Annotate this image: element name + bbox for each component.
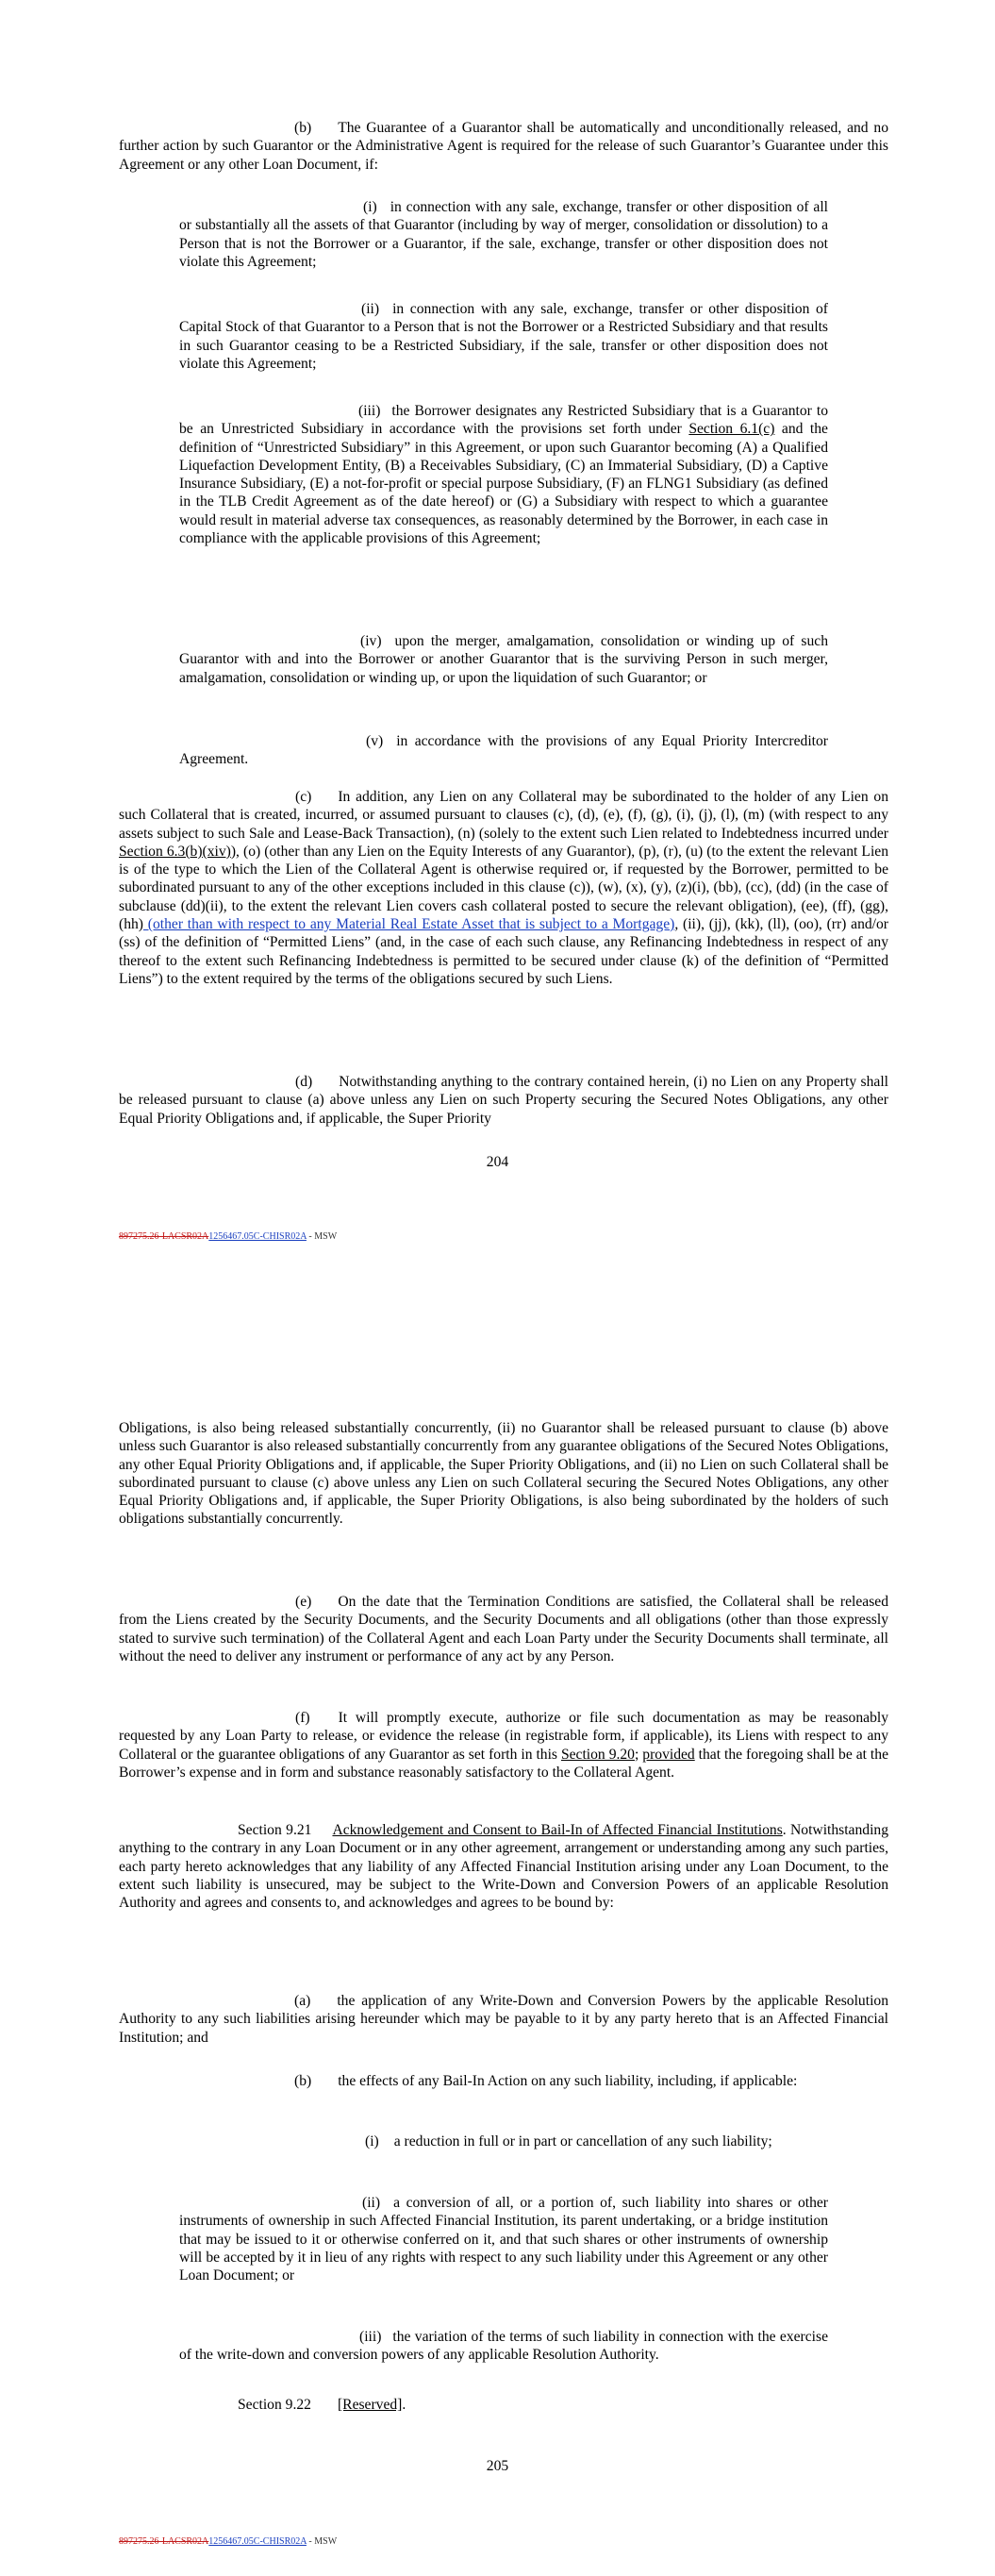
- clause-label: (b): [294, 120, 312, 136]
- clause-label: (e): [295, 1594, 312, 1610]
- page-number: 204: [486, 1154, 509, 1170]
- paragraph-text: In addition, any Lien on any Collateral may be subordinated to the holder of any Lien on such Collateral that is created, incurred, or assumed pursuant to clauses (c), (d), (e), (f), (g), (i), (j), (l), (m) (with respect to any assets subject to such Sale and Lease-Back Transaction), (n) (solely to the extent such Lien related to Indebtedness incurred under: [119, 789, 888, 842]
- paragraph-text: in accordance with the provisions of any Equal Priority Intercreditor Agreement.: [179, 733, 828, 768]
- section-title: Acknowledgement and Consent to Bail-In of Affected Financial Institutions: [332, 1822, 783, 1838]
- provided-term: provided: [642, 1746, 695, 1763]
- clause-label: (b): [294, 2073, 312, 2089]
- paragraph-text: On the date that the Termination Conditions are satisfied, the Collateral shall be released from the Liens created by the Security Documents, and the Security Documents and all obligations (other than those expressly stated to survive such termination) of the Collateral Agent and each Loan Party under the Security Documents shall terminate, all without the need to deliver any instrument or performance of any act by any Person.: [119, 1594, 888, 1664]
- clause-label: (v): [366, 733, 384, 749]
- paragraph-text: and the definition of “Unrestricted Subsidiary” in this Agreement, or upon such Guarantor becoming (A) a Qualified Liquefaction Development Entity, (B) a Receivables Subsidiary, (C) an Immaterial Subsidiary, (D) a Captive Insurance Subsidiary, (E) a not-for-profit or special purpose Subsidiary, (F) an FLNG1 Subsidiary (as defined in the TLB Credit Agreement as of the date hereof) or (G) a Subsidiary with respect to which a guarantee would result in material adverse tax consequences, as reasonably determined by the Borrower, in each case in compliance with the applicable provisions of this Agreement;: [179, 421, 828, 547]
- paragraph-b-iv: [179, 632, 828, 687]
- paragraph-c: [119, 788, 888, 988]
- paragraph-text: the variation of the terms of such liability in connection with the exercise of the write-down and conversion powers of any applicable Resolution Authority.: [179, 2329, 828, 2364]
- clause-label: (c): [295, 789, 312, 805]
- page-204: [0, 0, 995, 1255]
- paragraph-b: [119, 119, 888, 174]
- clause-label: (i): [363, 199, 377, 215]
- section-9-21-b-i: [179, 2133, 828, 2150]
- section-9-21-b-iii: [179, 2328, 828, 2365]
- paragraph-f: [119, 1709, 888, 1781]
- paragraph-text: Notwithstanding anything to the contrary contained herein, (i) no Lien on any Property shall be released pursuant to clause (a) above unless any Lien on such Property securing the Secured Notes Obligations, any other Equal Priority Obligations and, if applicable, the Super Priority: [119, 1074, 888, 1127]
- paragraph-d-continued: [119, 1419, 888, 1529]
- paragraph-text: It will promptly execute, authorize or file such documentation as may be reasonably requested by any Loan Party to release, or evidence the release (in registrable form, if applicable), its Liens with respect to any Collateral or the guarantee obligations of any Guarantor as set forth in this: [119, 1710, 888, 1763]
- deleted-doc-id: 897275.26-LACSR02A: [119, 2536, 209, 2547]
- paragraph-b-v: [179, 732, 828, 769]
- page-205: [0, 1255, 995, 2576]
- section-reference[interactable]: Section 6.3(b)(xiv): [119, 843, 231, 860]
- clause-label: (ii): [361, 301, 380, 317]
- inserted-doc-id: 1256467.05C-CHISR02A: [208, 1231, 307, 1242]
- section-reference[interactable]: Section 9.20: [560, 1746, 635, 1763]
- paragraph-e: [119, 1593, 888, 1665]
- document-footer: [119, 2536, 337, 2547]
- clause-label: (iii): [359, 2329, 382, 2345]
- deleted-doc-id: 897275.26-LACSR02A: [119, 1231, 209, 1242]
- clause-label: (a): [294, 1993, 311, 2009]
- clause-label: (f): [295, 1710, 310, 1726]
- section-9-21-b-ii: [179, 2194, 828, 2284]
- section-9-21-a: [119, 1992, 888, 2047]
- paragraph-text: the application of any Write-Down and Conversion Powers by the applicable Resolution Authority to any such liabilities arising hereunder which may be payable to it by any party hereto that is an Affected Financial Institution; and: [119, 1993, 888, 2046]
- document-footer: [119, 1231, 337, 1242]
- clause-label: (iii): [358, 403, 381, 419]
- section-9-21: [119, 1821, 888, 1912]
- clause-label: (i): [365, 2133, 379, 2149]
- paragraph-text: ), (o) (other than any Lien on the Equity Interests of any Guarantor), (p), (r), (u) (to the extent the relevant Lien is of the type to which the Lien of the Collateral Agent is otherwise required or, if requested by the Borrower, permitted to be subordinated pursuant to any of the other exceptions included in this clause (c)), (w), (x), (y), (z)(i), (bb), (cc), (dd) (in the case of subclause (dd)(ii), to the extent the relevant Lien covers cash collateral posted to secure the relevant obligation), (ee), (ff), (gg), (hh): [119, 843, 888, 933]
- clause-label: (ii): [362, 2195, 381, 2211]
- paragraph-text: a conversion of all, or a portion of, such liability into shares or other instruments of ownership in such Affected Financial Institution, its parent undertaking, or a bridge institution that may be issued to it or otherwise conferred on it, and that such shares or other instruments of ownership will be accepted by it in lieu of any rights with respect to any such liability under this Agreement or any other Loan Document; or: [179, 2195, 828, 2284]
- paragraph-text: that the foregoing shall be at the Borrower’s expense and in form and substance reasonably satisfactory to the Collateral Agent.: [119, 1746, 888, 1781]
- inserted-doc-id: 1256467.05C-CHISR02A: [208, 2536, 307, 2547]
- inserted-text: (other than with respect to any Material Real Estate Asset that is subject to a Mortgage): [142, 916, 675, 933]
- section-title: [Reserved]: [337, 2397, 403, 2413]
- paragraph-d: [119, 1073, 888, 1128]
- paragraph-text: Obligations, is also being released substantially concurrently, (ii) no Guarantor shall be released pursuant to clause (b) above unless such Guarantor is also released substantially concurrently from any guarantee obligations of the Secured Notes Obligations, any other Equal Priority Obligations and, if applicable, the Super Priority Obligations, and (ii) no Lien on such Collateral shall be subordinated pursuant to clause (c) above unless any Lien on such Collateral securing the Secured Notes Obligations, any other Equal Priority Obligations and, if applicable, the Super Priority Obligations, is also being subordinated by the holders of such obligations substantially concurrently.: [119, 1420, 888, 1528]
- paragraph-text: the effects of any Bail-In Action on any such liability, including, if applicable:: [338, 2073, 798, 2089]
- paragraph-b-ii: [179, 300, 828, 373]
- paragraph-text: , (ii), (jj), (kk), (ll), (oo), (rr) and/or (ss) of the definition of “Permitted Liens” (and, in the case of each such clause, any Refinancing Indebtedness in respect of any thereof to the extent such Refinancing Indebtedness is permitted to be secured under clause (k) of the definition of “Permitted Liens”) to the extent required by the terms of the obligations secured by such Liens.: [119, 916, 888, 987]
- period: .: [402, 2397, 406, 2413]
- paragraph-text: The Guarantee of a Guarantor shall be automatically and unconditionally released, and no further action by such Guarantor or the Administrative Agent is required for the release of such Guarantor’s Guarantee under this Agreement or any other Loan Document, if:: [119, 120, 888, 173]
- separator: ;: [634, 1746, 643, 1763]
- paragraph-b-i: [179, 198, 828, 271]
- section-label: Section 9.22: [238, 2397, 311, 2413]
- paragraph-text: the Borrower designates any Restricted Subsidiary that is a Guarantor to be an Unrestricted Subsidiary in accordance with the provisions set forth under: [179, 403, 828, 438]
- clause-label: (d): [295, 1074, 313, 1090]
- section-label: Section 9.21: [238, 1822, 312, 1838]
- paragraph-text: a reduction in full or in part or cancellation of any such liability;: [393, 2133, 772, 2149]
- footer-suffix: - MSW: [306, 1231, 338, 1242]
- paragraph-text: . Notwithstanding anything to the contrary in any Loan Document or in any other agreement, arrangement or understanding among any such parties, each party hereto acknowledges that any liability of any Affected Financial Institution arising under any Loan Document, to the extent such liability is unsecured, may be subject to the Write-Down and Conversion Powers of an applicable Resolution Authority and agrees and consents to, and acknowledges and agrees to be bound by:: [119, 1822, 888, 1912]
- section-9-22: [119, 2396, 888, 2414]
- page-number: 205: [486, 2458, 509, 2474]
- section-9-21-b: [119, 2072, 888, 2090]
- section-reference[interactable]: Section 6.1(c): [688, 421, 775, 438]
- clause-label: (iv): [360, 633, 382, 649]
- footer-suffix: - MSW: [306, 2536, 338, 2547]
- paragraph-text: upon the merger, amalgamation, consolidation or winding up of such Guarantor with and into the Borrower or another Guarantor that is the surviving Person in such merger, amalgamation, consolidation or winding up, or upon the liquidation of such Guarantor; or: [179, 633, 828, 686]
- paragraph-text: in connection with any sale, exchange, transfer or other disposition of all or substantially all the assets of that Guarantor (including by way of merger, consolidation or dissolution) to a Person that is not the Borrower or a Guarantor, if the sale, exchange, transfer or other disposition does not violate this Agreement;: [179, 199, 828, 270]
- paragraph-b-iii: [179, 402, 828, 547]
- paragraph-text: in connection with any sale, exchange, transfer or other disposition of Capital Stock of that Guarantor to a Person that is not the Borrower or a Restricted Subsidiary and that results in such Guarantor ceasing to be a Restricted Subsidiary, if the sale, transfer or other disposition does not violate this Agreement;: [179, 301, 828, 372]
